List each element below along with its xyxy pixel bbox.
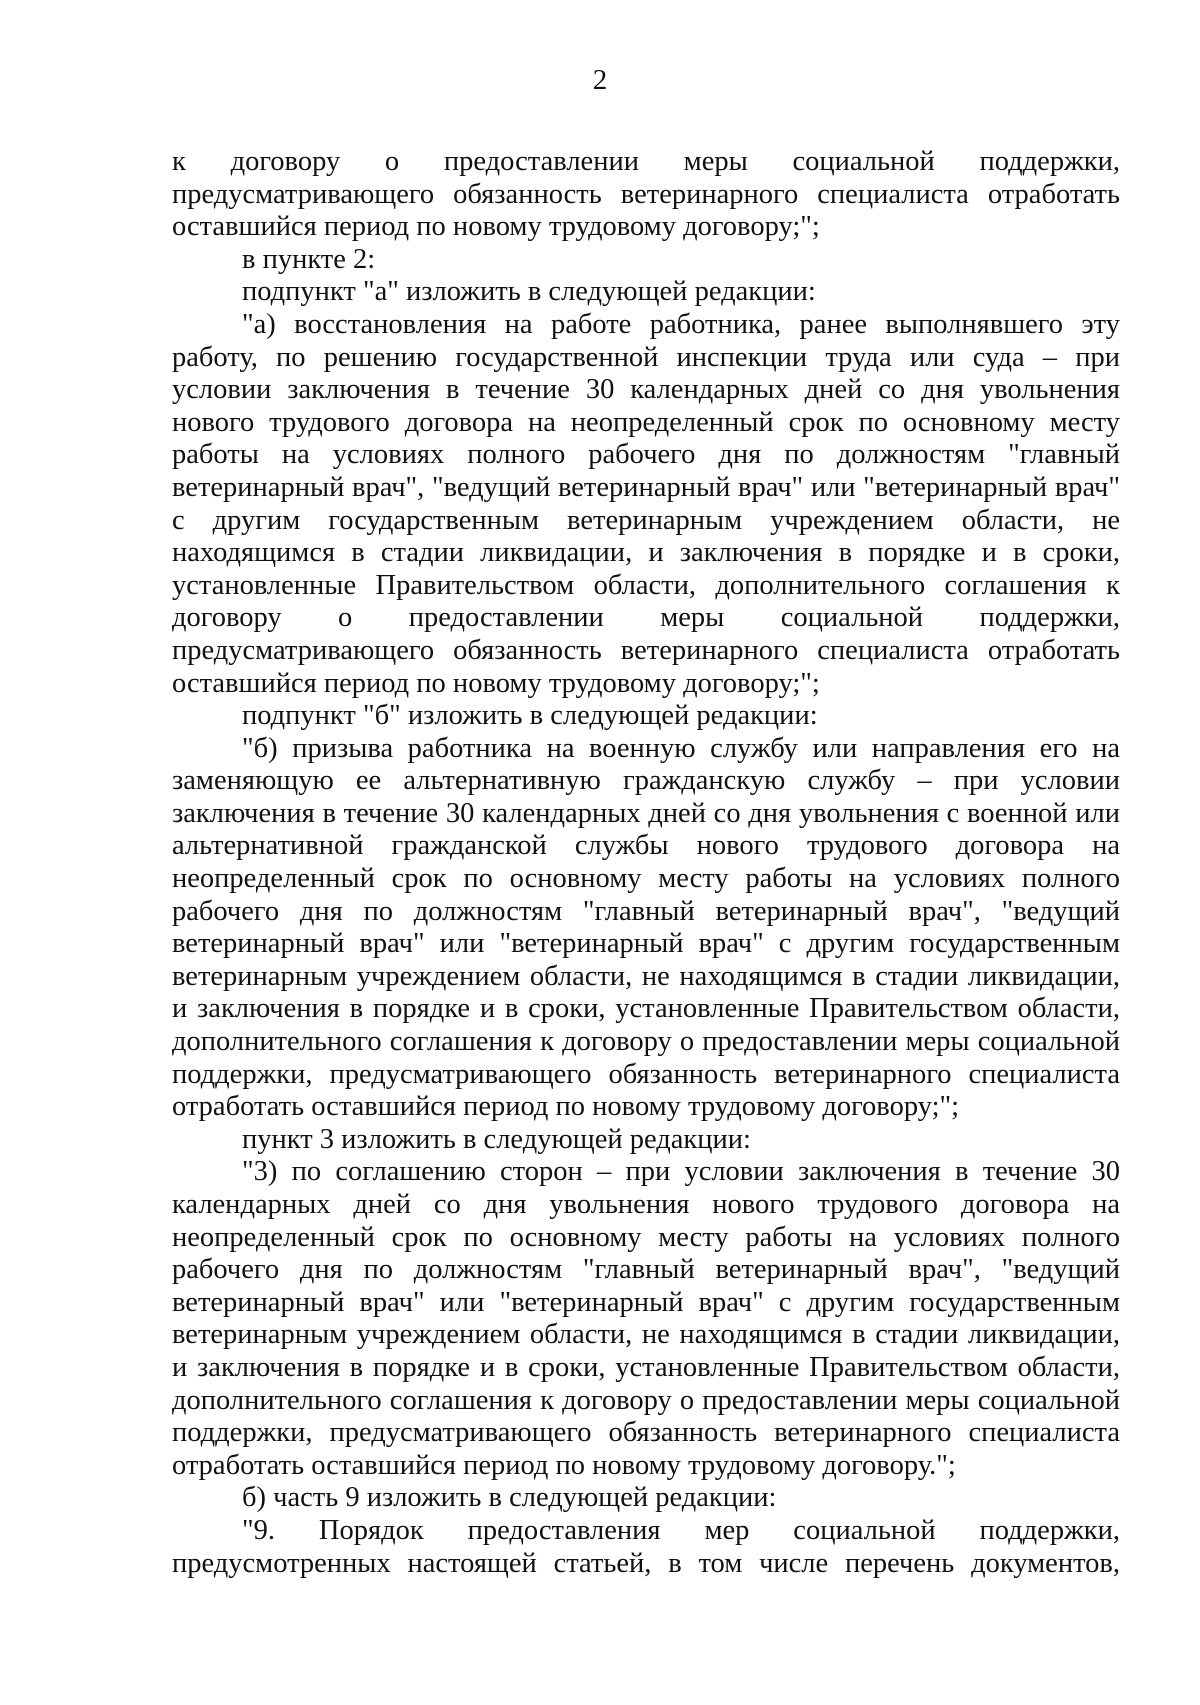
- page-number: 2: [592, 64, 608, 96]
- document-body: [172, 146, 1120, 1580]
- paragraph-subpoint-b-heading: подпункт "б" изложить в следующей редакции:: [242, 700, 818, 732]
- paragraph-part-9-heading: б) часть 9 изложить в следующей редакции:: [242, 1482, 777, 1514]
- paragraph-continuation: к договору о предоставлении меры социальной поддержки, предусматривающего обязанность ветеринарного специалиста отработать оставшийся период по новому трудовому договору;";: [172, 146, 1120, 243]
- paragraph-subpoint-b-text: "б) призыва работника на военную службу или направления его на заменяющую ее альтернативную гражданскую службу – при условии заключения в течение 30 календарных дней со дня увольнения с военной или альтернативной гражданской службы нового трудового договора на неопределенный срок по основному месту работы на условиях полного рабочего дня по должностям "главный ветеринарный врач", "ведущий ветеринарный врач" или "ветеринарный врач" с другим государственным ветеринарным учреждением области, не находящимся в стадии ликвидации, и заключения в порядке и в сроки, установленные Правительством области, дополнительного соглашения к договору о предоставлении меры социальной поддержки, предусматривающего обязанность ветеринарного специалиста отработать оставшийся период по новому трудовому договору;";: [172, 732, 1120, 1123]
- paragraph-subpoint-a-text: "а) восстановления на работе работника, ранее выполнявшего эту работу, по решению государственной инспекции труда или суда – при условии заключения в течение 30 календарных дней со дня увольнения нового трудового договора на неопределенный срок по основному месту работы на условиях полного рабочего дня по должностям "главный ветеринарный врач", "ведущий ветеринарный врач" или "ветеринарный врач" с другим государственным ветеринарным учреждением области, не находящимся в стадии ликвидации, и заключения в порядке и в сроки, установленные Правительством области, дополнительного соглашения к договору о предоставлении меры социальной поддержки, предусматривающего обязанность ветеринарного специалиста отработать оставшийся период по новому трудовому договору;";: [172, 308, 1120, 699]
- paragraph-point-3-heading: пункт 3 изложить в следующей редакции:: [242, 1123, 751, 1155]
- paragraph-point-3-text: "3) по соглашению сторон – при условии заключения в течение 30 календарных дней со дня увольнения нового трудового договора на неопределенный срок по основному месту работы на условиях полного рабочего дня по должностям "главный ветеринарный врач", "ведущий ветеринарный врач" или "ветеринарный врач" с другим государственным ветеринарным учреждением области, не находящимся в стадии ликвидации, и заключения в порядке и в сроки, установленные Правительством области, дополнительного соглашения к договору о предоставлении меры социальной поддержки, предусматривающего обязанность ветеринарного специалиста отработать оставшийся период по новому трудовому договору.";: [172, 1156, 1120, 1481]
- paragraph-subpoint-a-heading: подпункт "а" изложить в следующей редакции:: [242, 276, 816, 308]
- paragraph-part-9-text: "9. Порядок предоставления мер социальной поддержки, предусмотренных настоящей статьей, в том числе перечень документов,: [172, 1514, 1120, 1579]
- paragraph-point-2: в пункте 2:: [242, 243, 376, 275]
